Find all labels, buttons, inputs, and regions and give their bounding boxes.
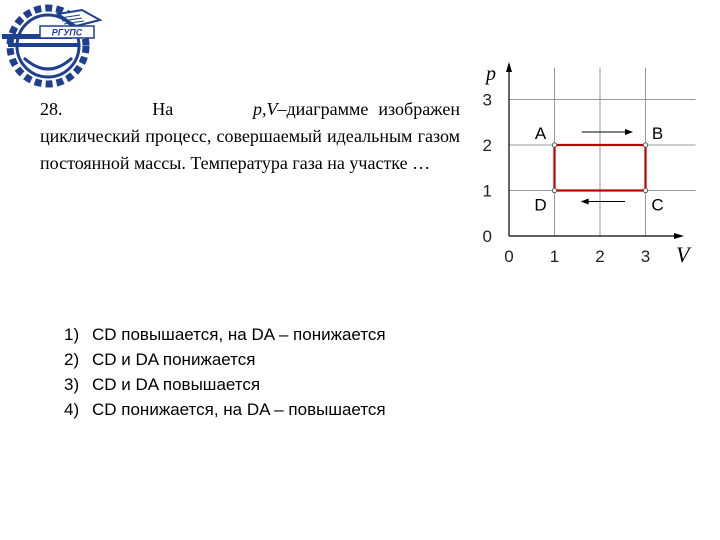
answer-list — [64, 322, 386, 422]
answer-text: CD повышается, на DA – понижается — [92, 325, 386, 344]
y-tick-label: 2 — [482, 136, 492, 155]
question-number: 28. — [40, 99, 63, 119]
question-text — [40, 96, 460, 177]
x-tick-label: 0 — [504, 247, 514, 266]
university-logo — [0, 0, 110, 95]
svg-text:· · · · ·: · · · · · — [43, 68, 57, 74]
answer-text: CD понижается, на DA – повышается — [92, 400, 386, 419]
answer-option[interactable] — [64, 322, 386, 347]
state-point — [643, 143, 647, 147]
arrow-right-head — [625, 129, 633, 135]
answer-option[interactable] — [64, 372, 386, 397]
state-label: B — [651, 124, 664, 143]
answer-option[interactable] — [64, 397, 386, 422]
x-axis-arrow — [674, 233, 684, 239]
answer-number: 4) — [64, 400, 80, 419]
state-point — [552, 188, 556, 192]
axis-label-p: p — [486, 63, 496, 85]
state-label: D — [534, 195, 547, 215]
arrow-left-head — [581, 199, 589, 205]
state-label: C — [651, 195, 664, 215]
answer-number: 1) — [64, 325, 80, 344]
answer-text: CD и DA понижается — [92, 350, 256, 369]
answer-number: 2) — [64, 350, 80, 369]
state-point — [552, 143, 556, 147]
y-axis-arrow — [506, 62, 512, 72]
question-pre: На — [152, 99, 174, 119]
x-tick-label: 1 — [549, 247, 560, 266]
answer-number: 3) — [64, 375, 80, 394]
y-tick-label: 0 — [482, 227, 492, 246]
x-tick-label: 3 — [640, 247, 651, 266]
x-tick-label: 2 — [595, 247, 605, 266]
state-label: A — [534, 124, 547, 143]
question-math: p,V — [253, 99, 278, 119]
answer-text: CD и DA повышается — [92, 375, 261, 394]
question-body: –диаграмме изображен циклический процесс, совершаемый идеальным газом постоянной массы. Температура газа на участке … — [40, 99, 460, 173]
answer-option[interactable] — [64, 347, 386, 372]
axis-label-v: V — [676, 242, 690, 267]
y-tick-label: 3 — [482, 90, 492, 110]
y-tick-label: 1 — [482, 181, 492, 201]
logo-text: РГУПС — [51, 27, 83, 38]
pv-diagram — [478, 58, 700, 268]
state-point — [643, 188, 647, 192]
